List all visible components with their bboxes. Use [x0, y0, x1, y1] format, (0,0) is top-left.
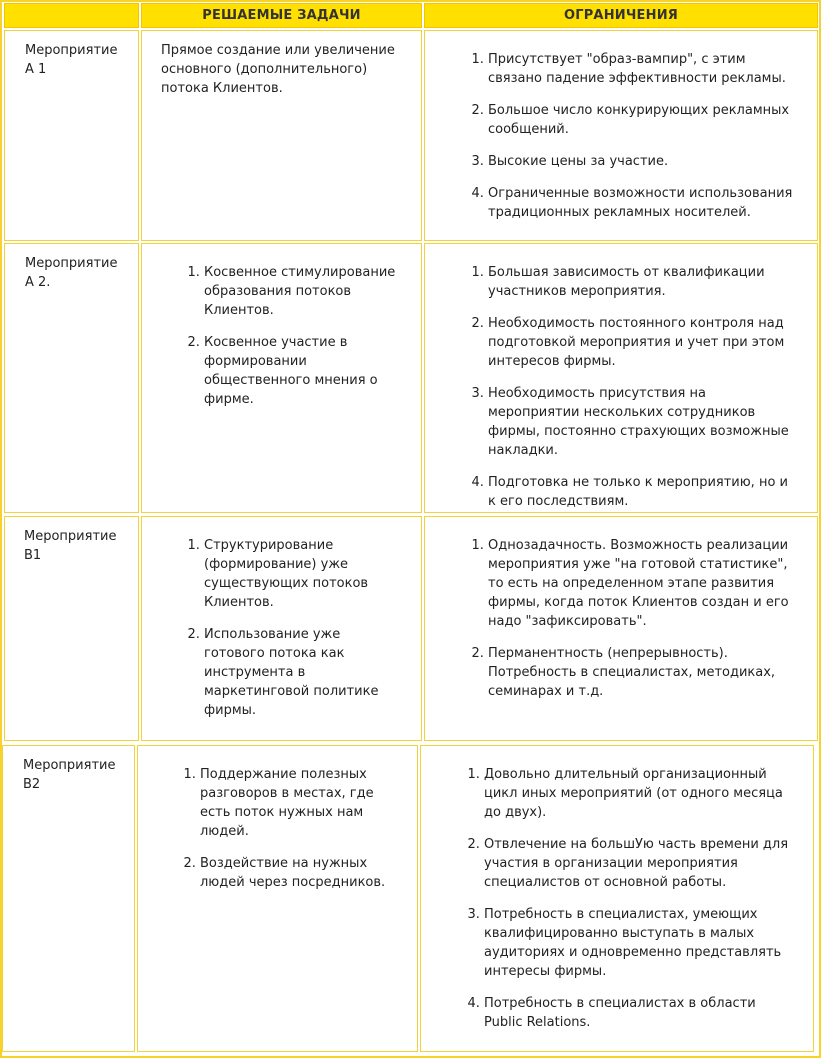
list-item: 4. Потребность в специалистах в области Public Relations.: [484, 994, 793, 1032]
row-3-name: Мероприятие В1: [4, 516, 139, 741]
list-item: 2. Перманентность (непрерывность). Потребность в специалистах, методиках, семинарах и т.д.: [488, 644, 797, 701]
list-item: 4. Подготовка не только к мероприятию, но и к его последствиям.: [488, 473, 797, 511]
list-item: 3. Необходимость присутствия на мероприятии нескольких сотрудников фирмы, постоянно страхующих возможные накладки.: [488, 384, 797, 460]
list-item: 3. Высокие цены за участие.: [488, 152, 797, 171]
list-item: 1. Довольно длительный организационный цикл иных мероприятий (от одного месяца до двух).: [484, 765, 793, 822]
row-1-name: Мероприятие А 1: [4, 30, 139, 241]
list-item: 2. Косвенное участие в формировании общественного мнения о фирме.: [204, 333, 401, 409]
row-2-tasks-list: [142, 263, 421, 409]
row-1-limits: [424, 30, 818, 241]
header-limits: ОГРАНИЧЕНИЯ: [424, 3, 818, 28]
list-item: 2. Необходимость постоянного контроля над подготовкой мероприятия и учет при этом интересов фирмы.: [488, 314, 797, 371]
list-item: 1. Присутствует "образ-вампир", с этим связано падение эффективности рекламы.: [488, 50, 797, 88]
row-2-name: Мероприятие А 2.: [4, 243, 139, 513]
list-item: 2. Большое число конкурирующих рекламных сообщений.: [488, 101, 797, 139]
row-2-limits: [424, 243, 818, 513]
row-2-limits-list: [425, 263, 817, 511]
list-item: 3. Потребность в специалистах, умеющих квалифицированно выступать в малых аудиториях и одновременно представлять интересы фирмы.: [484, 905, 793, 981]
list-item: 2. Отвлечение на большУю часть времени для участия в организации мероприятия специалистов от основной работы.: [484, 835, 793, 892]
list-item: 2. Использование уже готового потока как инструмента в маркетинговой политике фирмы.: [204, 625, 401, 720]
row-3-limits-list: [425, 536, 817, 701]
row-3-tasks: [141, 516, 422, 741]
list-item: 1. Большая зависимость от квалификации участников мероприятия.: [488, 263, 797, 301]
list-item: 1. Структурирование (формирование) уже существующих потоков Клиентов.: [204, 536, 401, 612]
row-4-tasks: [137, 745, 418, 1052]
row-2-tasks: [141, 243, 422, 513]
header-tasks: РЕШАЕМЫЕ ЗАДАЧИ: [141, 3, 422, 28]
row-1-limits-list: [425, 50, 817, 222]
list-item: 4. Ограниченные возможности использования традиционных рекламных носителей.: [488, 184, 797, 222]
list-item: 2. Воздействие на нужных людей через посредников.: [200, 854, 397, 892]
row-4-limits-list: [421, 765, 813, 1032]
row-3-tasks-list: [142, 536, 421, 720]
header-empty-cell: [4, 3, 139, 28]
row-3-limits: [424, 516, 818, 741]
row-4-limits: [420, 745, 814, 1052]
list-item: 1. Косвенное стимулирование образования потоков Клиентов.: [204, 263, 401, 320]
row-4-tasks-list: [138, 765, 417, 892]
row-4-name: Мероприятие В2: [2, 745, 135, 1052]
list-item: 1. Однозадачность. Возможность реализации мероприятия уже "на готовой статистике", то есть на определенном этапе развития фирмы, когда поток Клиентов создан и его надо "зафиксировать".: [488, 536, 797, 631]
list-item: 1. Поддержание полезных разговоров в местах, где есть поток нужных нам людей.: [200, 765, 397, 841]
row-1-tasks: Прямое создание или увеличение основного (дополнительного) потока Клиентов.: [141, 30, 422, 241]
